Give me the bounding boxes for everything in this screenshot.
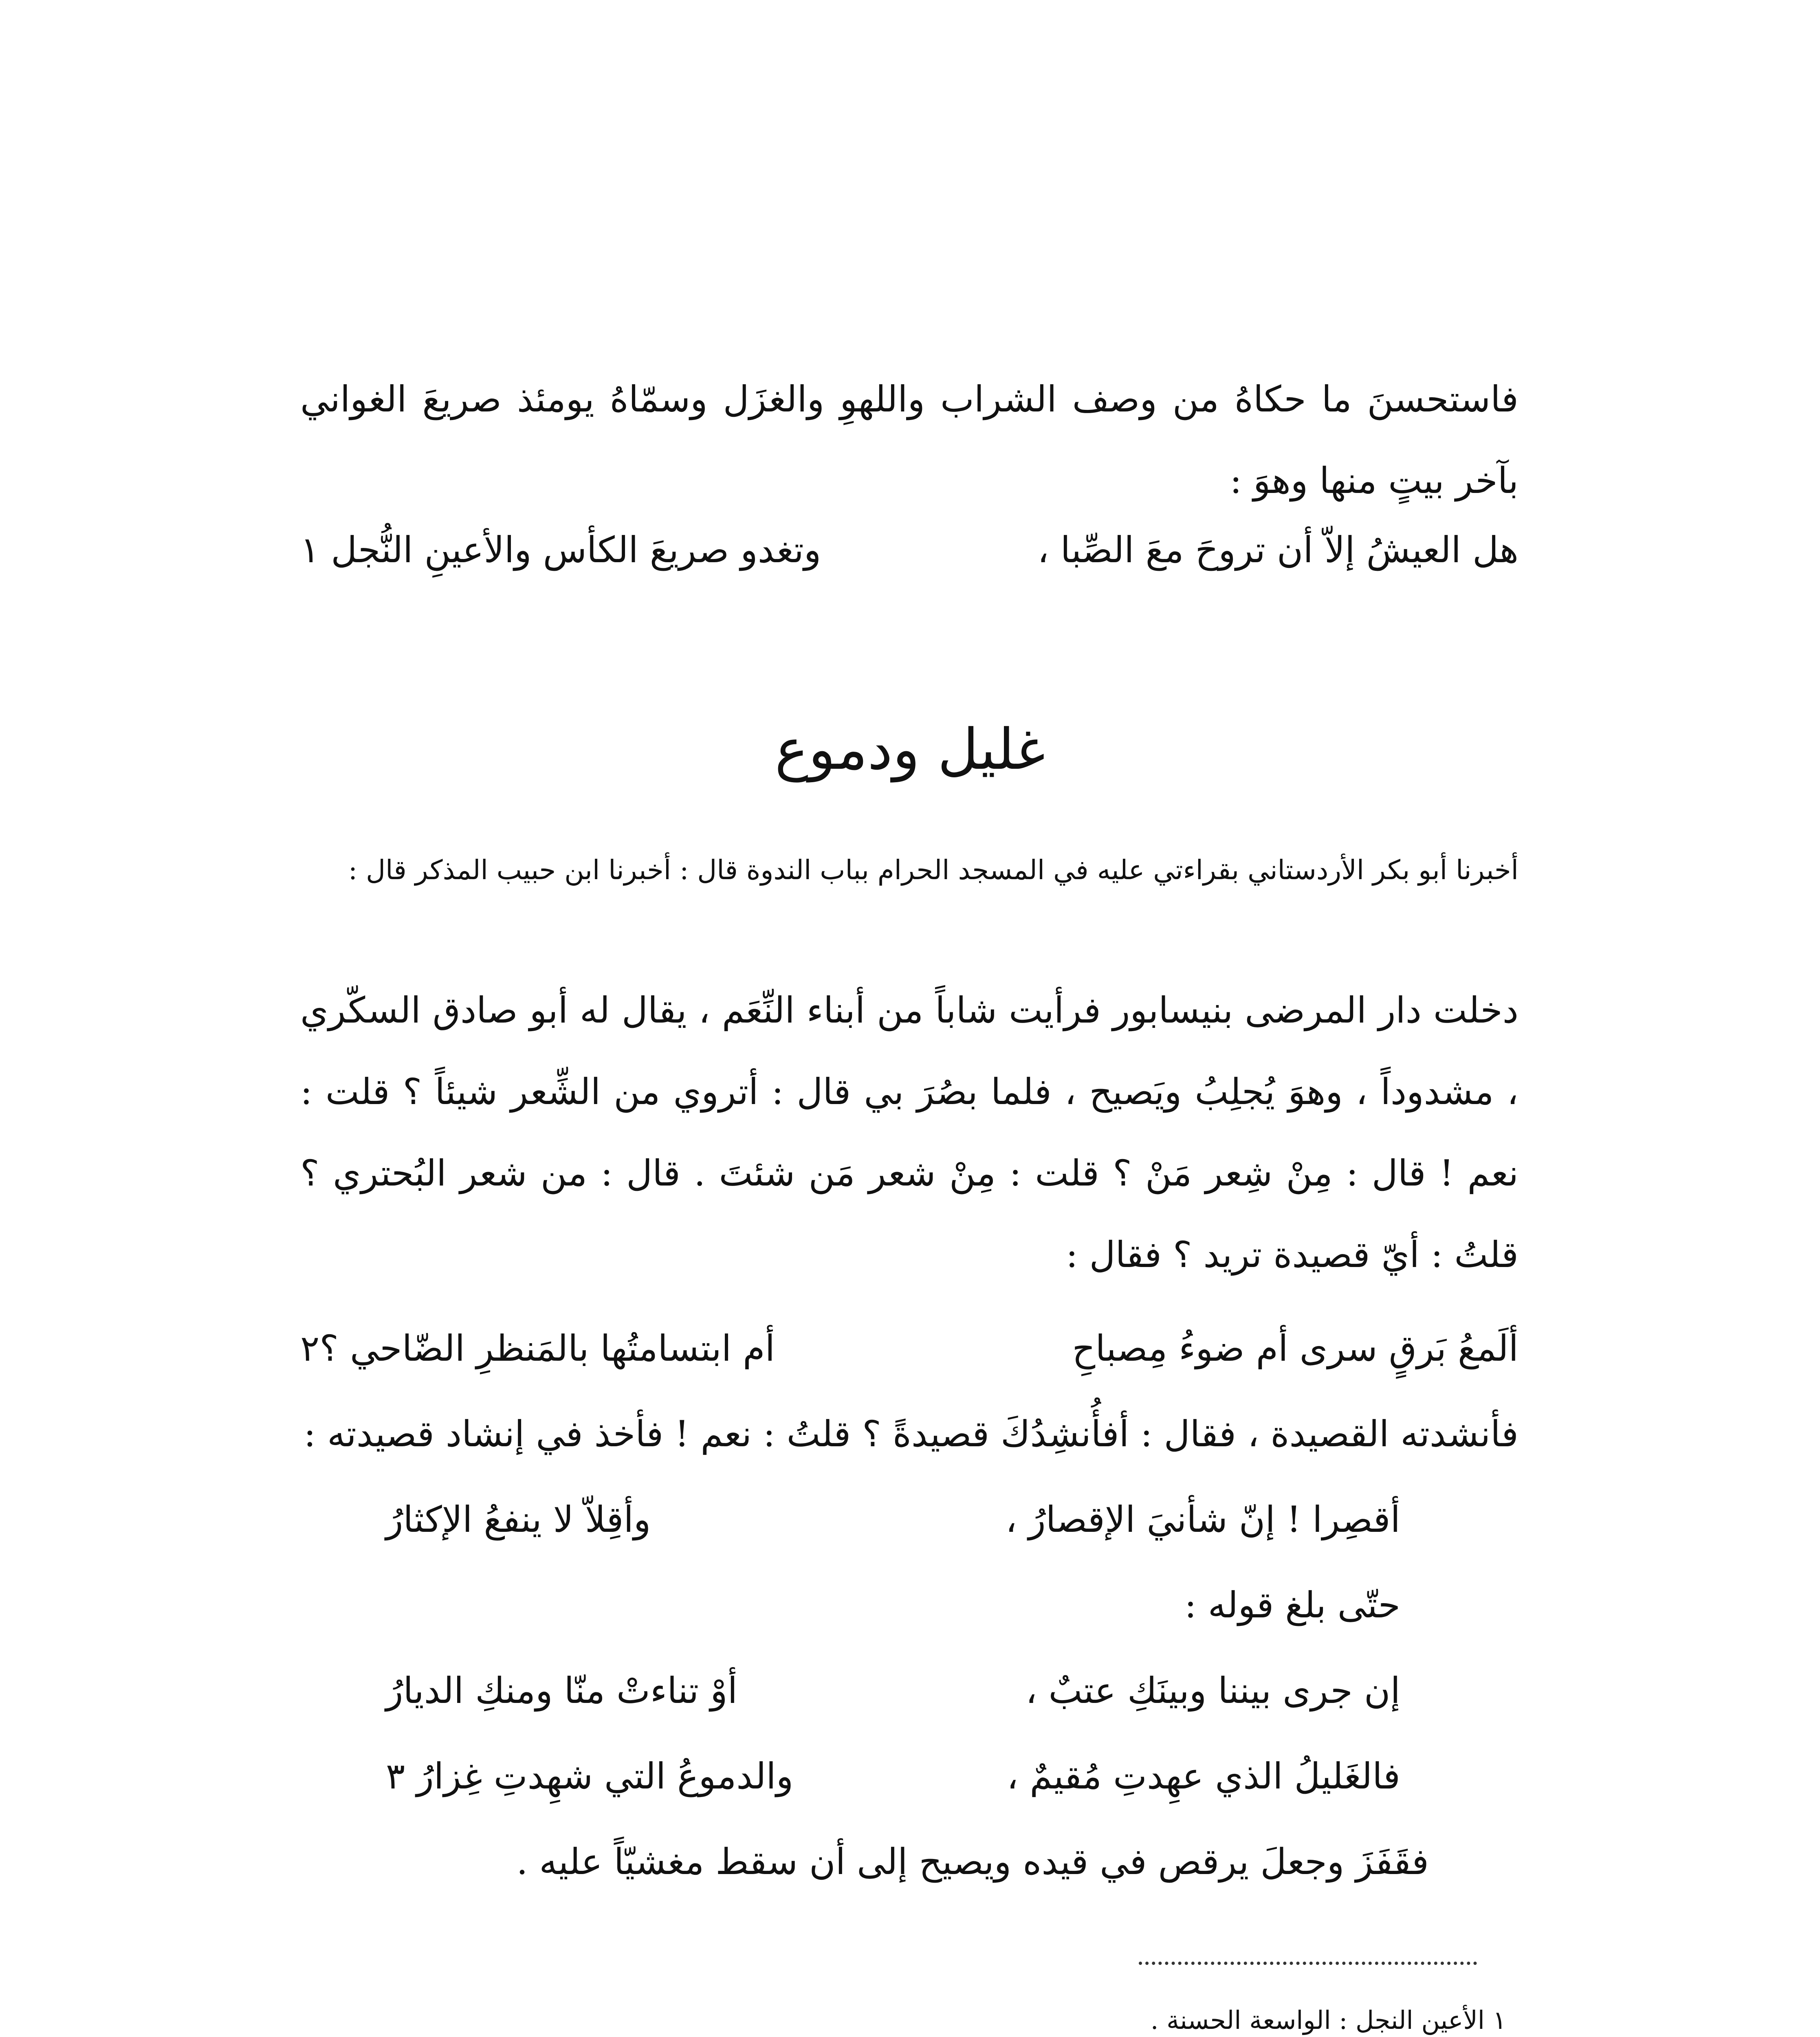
footnote-separator [1139, 1962, 1477, 1965]
intro-paragraph: فاستحسنَ ما حكاهُ من وصف الشراب واللهوِ والغزَل وسمّاهُ يومئذ صريعَ الغواني بآخر بيتٍ منها وهوَ : [300, 378, 1519, 502]
footnote-1: ١ الأعين النجل : الواسعة الحسنة . [1150, 2005, 1506, 2035]
verse-4-first-hemistich: إن جرى بيننا وبينَكِ عتبٌ ، [1026, 1670, 1400, 1711]
verse-4-second-hemistich: أوْ تناءتْ منّا ومنكِ الديارُ [386, 1670, 738, 1711]
verse-line-5 [300, 1736, 1519, 1817]
closing-line: فقَفَزَ وجعلَ يرقص في قيده ويصيح إلى أن سقط مغشيّاً عليه . [516, 1841, 1429, 1883]
verse-1-first-hemistich: هل العيشُ إلاّ أن تروحَ معَ الصِّبا ، [1037, 529, 1519, 571]
verse-1-second-hemistich: وتغدو صريعَ الكأس والأعينِ النُّجل ١ [300, 529, 821, 571]
verse-2-second-hemistich: أم ابتسامتُها بالمَنظرِ الضّاحي ؟٢ [300, 1327, 775, 1369]
verse-2-first-hemistich: ألَمعُ بَرقٍ سرى أم ضوءُ مِصباحِ [1072, 1327, 1519, 1369]
story-paragraph: دخلت دار المرضى بنيسابور فرأيت شاباً من أبناء النِّعَم ، يقال له أبو صادق السكّري ، مشدوداً ، وهوَ يُجلِبُ ويَصيح ، فلما بصُرَ بي قال : أتروي من الشِّعر شيئاً ؟ قلت : نعم ! قال : مِنْ شِعر مَنْ ؟ قلت : مِنْ شعر مَن شئتَ . قال : من شعر البُحتري ؟ قلتُ : أيّ قصيدة تريد ؟ فقال : [300, 989, 1519, 1276]
verse-5-first-hemistich: فالغَليلُ الذي عهِدتِ مُقيمٌ ، [1007, 1755, 1400, 1797]
verse-line-2 [300, 1308, 1519, 1389]
verse-5-second-hemistich: والدموعُ التي شهِدتِ غِزارُ ٣ [386, 1755, 794, 1797]
verse-line-4 [300, 1650, 1519, 1731]
isnad-chain: أخبرنا أبو بكر الأردستاني بقراءتي عليه في المسجد الحرام بباب الندوة قال : أخبرنا ابن حبيب المذكر قال : [348, 854, 1519, 886]
verse-3-first-hemistich: أقصِرا ! إنّ شأنيَ الإقصارُ ، [1005, 1498, 1400, 1540]
footnotes [1151, 1996, 1506, 2037]
recite-line: فأنشدته القصيدة ، فقال : أفأُنشِدُكَ قصيدةً ؟ قلتُ : نعم ! فأخذ في إنشاد قصيدته : [304, 1413, 1519, 1455]
verse-line-3 [300, 1479, 1519, 1560]
verse-line-1 [300, 509, 1519, 591]
section-title: غليل ودموع [775, 717, 1045, 782]
until-line: حتّى بلغ قوله : [1184, 1584, 1400, 1626]
verse-3-second-hemistich: وأقِلاّ لا ينفعُ الإكثارُ [386, 1498, 651, 1540]
